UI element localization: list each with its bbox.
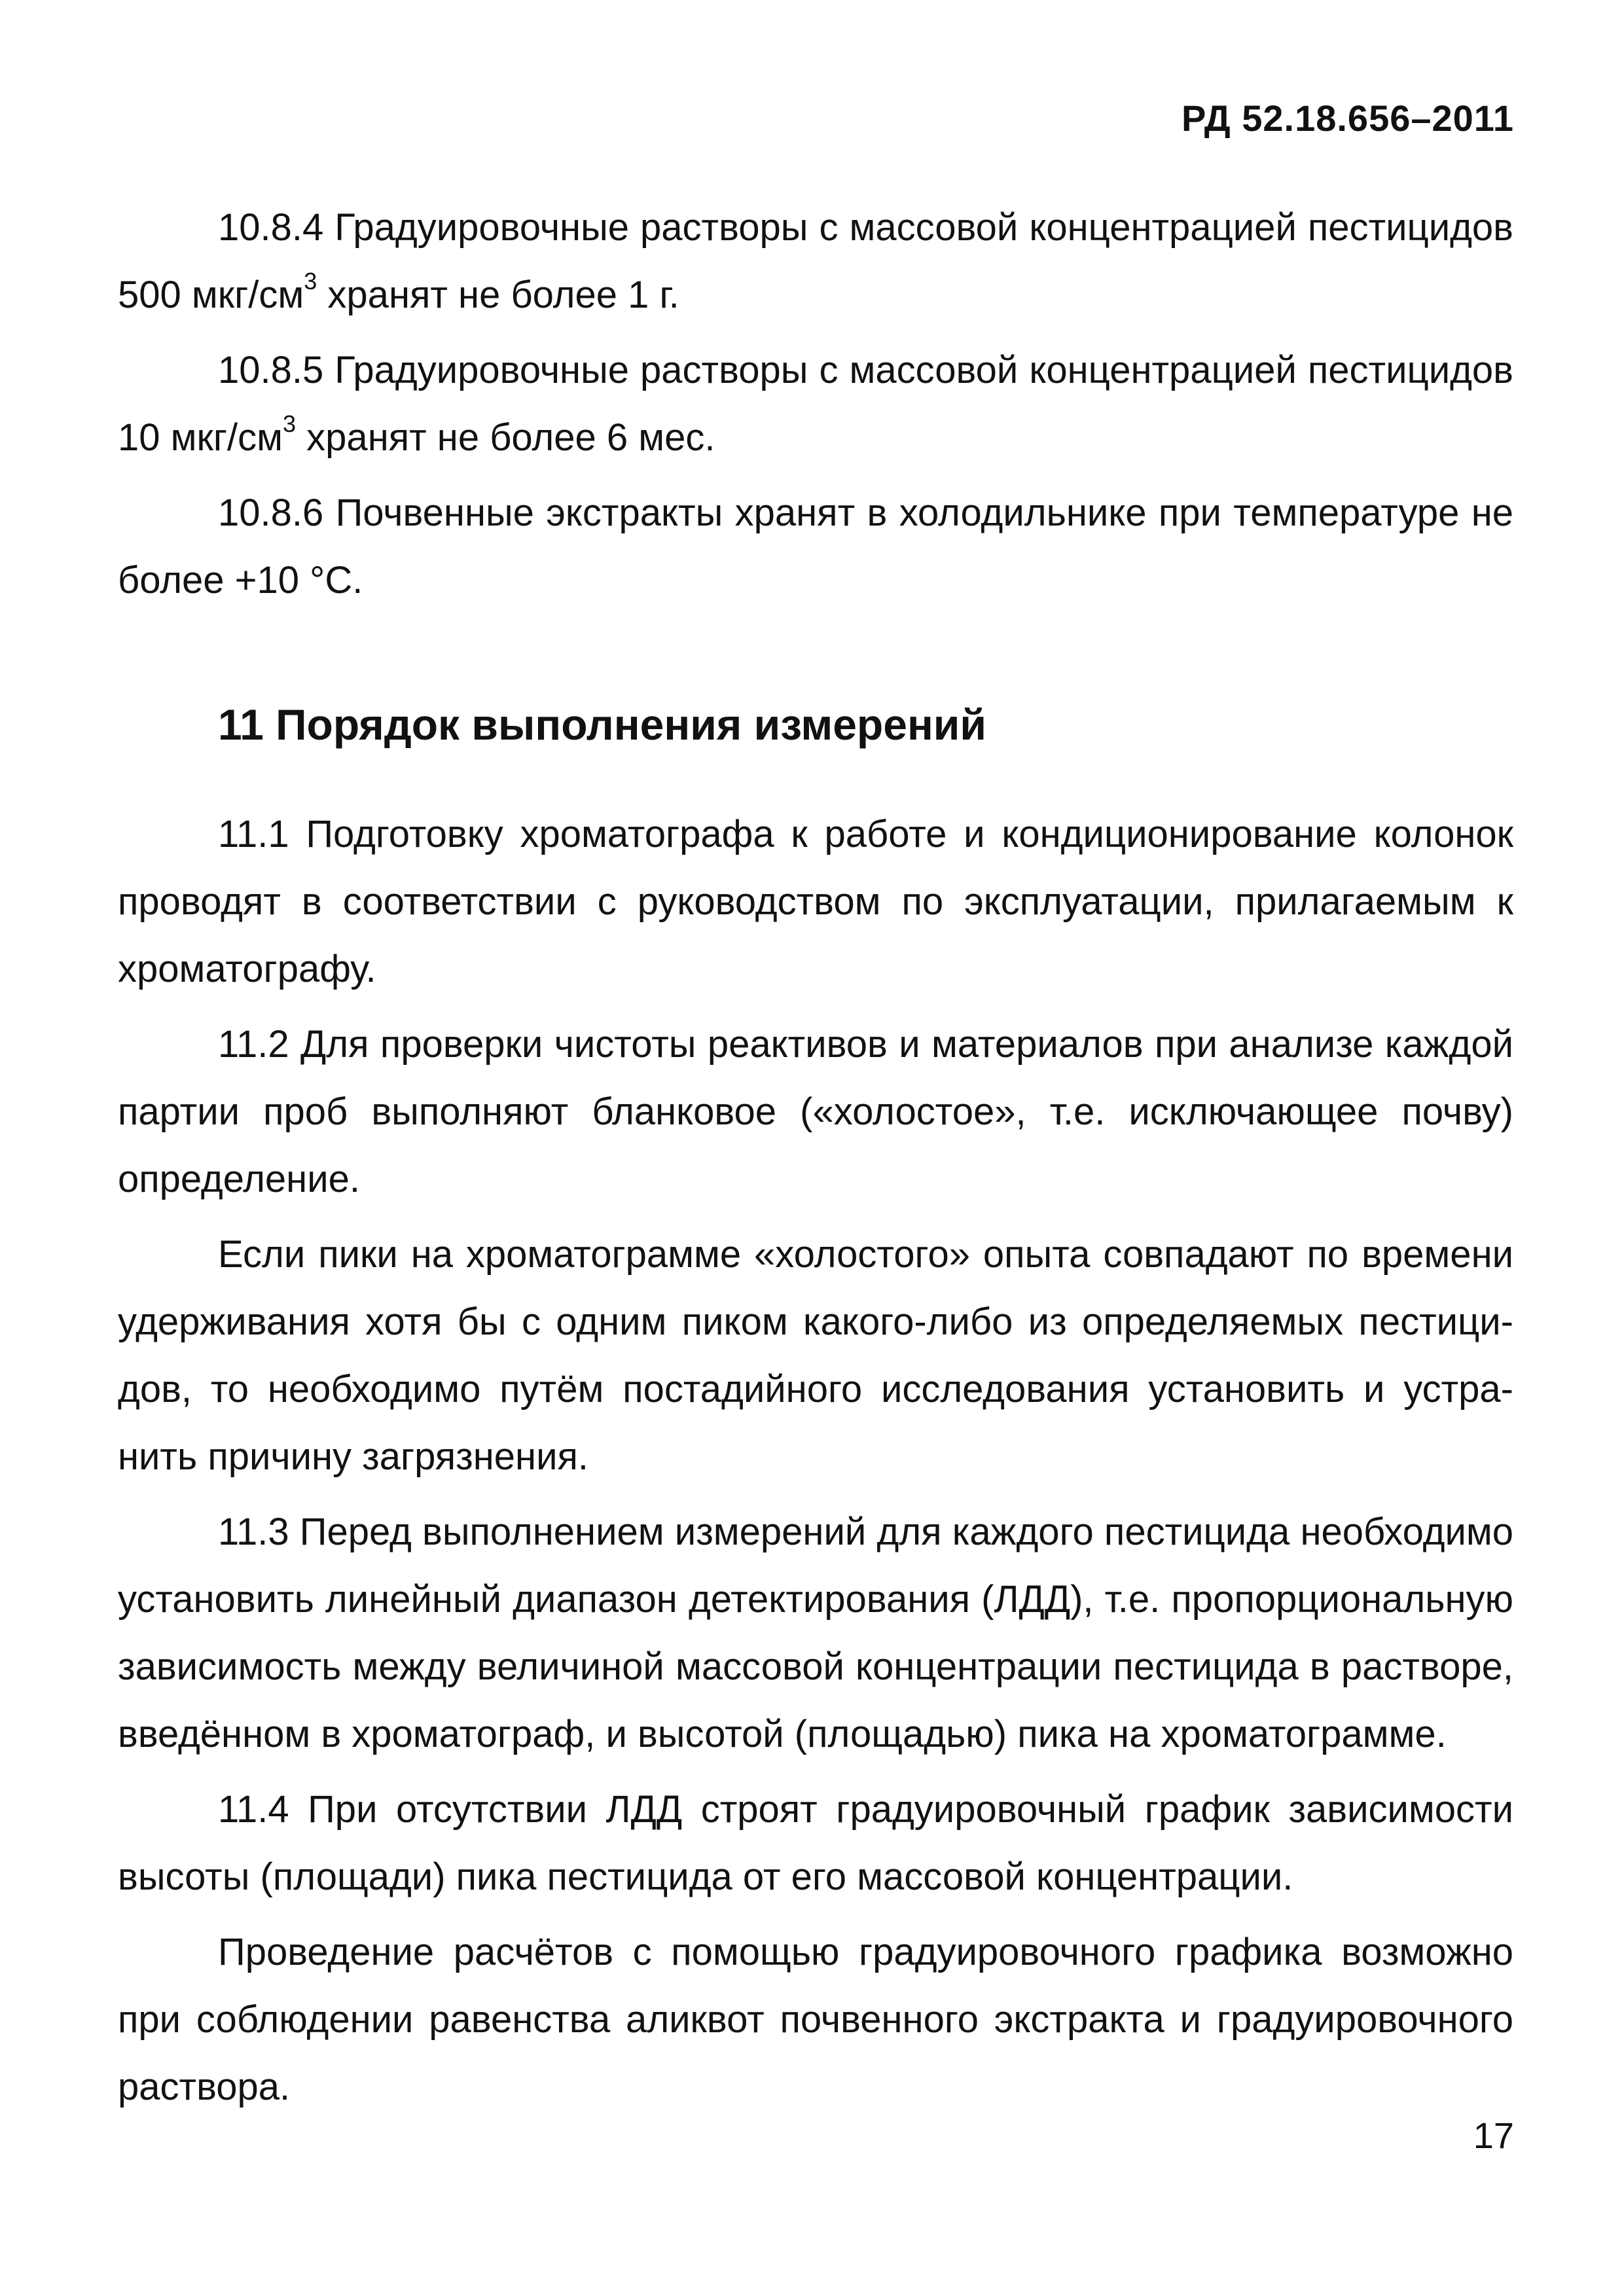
paragraph-10-8-5 bbox=[118, 336, 1513, 471]
page-number: 17 bbox=[1473, 2115, 1514, 2156]
section-title: 11 Порядок выполнения измерений bbox=[218, 700, 986, 749]
paragraph-10-8-5-text: 10.8.5 Градуировочные растворы с массовой концентрацией пестицидов 10 мкг/см bbox=[118, 349, 1513, 459]
paragraph-10-8-4-tail: хранят не более 1 г. bbox=[317, 274, 679, 316]
document-code-header: РД 52.18.656–2011 bbox=[1181, 98, 1514, 139]
paragraph-10-8-6: 10.8.6 Почвенные экстракты хранят в холодильнике при температуре не более +10 °С. bbox=[118, 492, 1513, 601]
superscript-3: 3 bbox=[304, 267, 317, 295]
paragraph-10-8-5-tail: хранят не более 6 мес. bbox=[296, 416, 715, 459]
page-content bbox=[118, 194, 1513, 2121]
paragraph-11-4-continued: Проведение расчётов с помощью градуировочного графика возможно при соблюдении равенства аликвот почвенного экстракта и градуировочного раствора. bbox=[118, 1931, 1513, 2108]
superscript-3: 3 bbox=[283, 410, 297, 437]
paragraph-11-2-continued: Если пики на хроматограмме «холостого» опыта совпадают по времени удерживания хотя бы с одним пиком какого-либо из определяемых пестицидов, то необходимо путём постадийного исследования установить и устранить причину загрязнения. bbox=[118, 1233, 1513, 1478]
paragraph-11-1: 11.1 Подготовку хроматографа к работе и кондиционирование колонок проводят в соответствии с руководством по эксплуатации, прилагаемым к хроматографу. bbox=[118, 813, 1513, 990]
paragraph-11-3: 11.3 Перед выполнением измерений для каждого пестицида необходимо установить линейный диапазон детектирования (ЛДД), т.е. пропорциональную зависимость между величиной массовой концентрации пестицида в растворе, введённом в хроматограф, и высотой (площадью) пика на хроматограмме. bbox=[118, 1511, 1513, 1755]
paragraph-11-2: 11.2 Для проверки чистоты реактивов и материалов при анализе каждой партии проб выполняют бланковое («холостое», т.е. исключающее почву) определение. bbox=[118, 1023, 1513, 1200]
paragraph-10-8-4 bbox=[118, 194, 1513, 329]
paragraph-10-8-4-text: 10.8.4 Градуировочные растворы с массовой концентрацией пестицидов 500 мкг/см bbox=[118, 206, 1513, 316]
paragraph-11-4: 11.4 При отсутствии ЛДД строят градуировочный график зависимости высоты (площади) пика пестицида от его массовой концентрации. bbox=[118, 1788, 1513, 1898]
